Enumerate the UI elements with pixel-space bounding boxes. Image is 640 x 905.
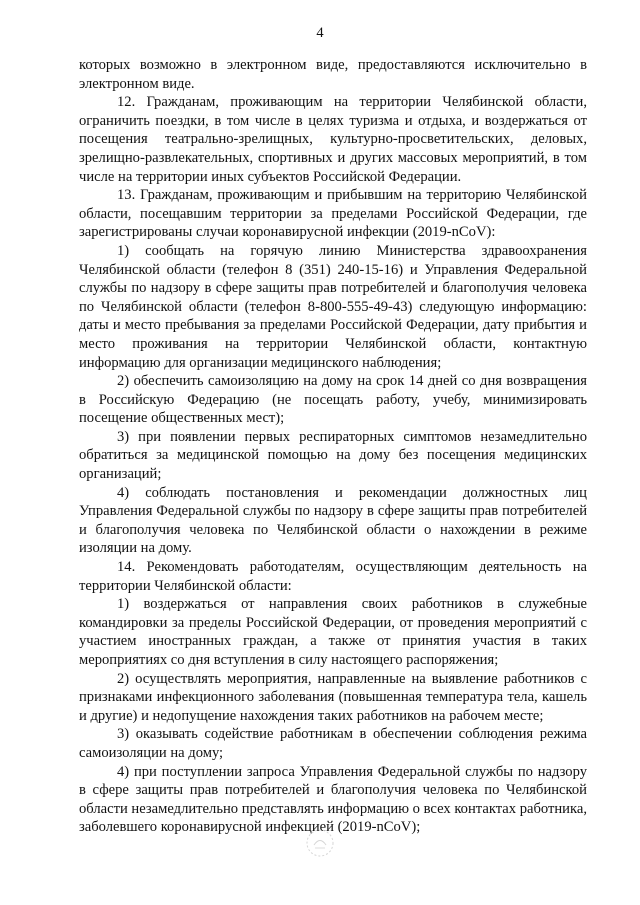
faint-stamp-mark: [300, 826, 340, 866]
paragraph-14-item-1: 1) воздержаться от направления своих работников в служебные командировки за пределы Российской Федерации, от проведения мероприятий с участием иностранных граждан, а также от принятия участия в таких мероприятиях со дня вступления в силу настоящего распоряжения;: [79, 596, 587, 668]
document-body: [79, 56, 587, 837]
paragraph-14-item-3: 3) оказывать содействие работникам в обеспечении соблюдения режима самоизоляции на дому;: [79, 726, 587, 761]
stamp-icon: [303, 826, 337, 860]
paragraph-13-item-3: 3) при появлении первых респираторных симптомов незамедлительно обратиться за медицинской помощью на дому без посещения медицинских организаций;: [79, 428, 587, 483]
paragraph-13-item-4: 4) соблюдать постановления и рекомендации должностных лиц Управления Федеральной службы по надзору в сфере защиты прав потребителей и благополучия человека по Челябинской области о нахождении в режиме изоляции на дому.: [79, 484, 587, 557]
paragraph-13-item-1: 1) сообщать на горячую линию Министерства здравоохранения Челябинской области (телефон 8 (351) 240-15-16) и Управления Федеральной службы по надзору в сфере защиты прав потребителей и благополучия человека по Челябинской области (телефон 8-800-555-49-43) следующую информацию: даты и место пребывания за пределами Российской Федерации, дату прибытия и место проживания на территории Челябинской области, контактную информацию для организации медицинского наблюдения;: [79, 242, 587, 371]
paragraph-12: 12. Гражданам, проживающим на территории Челябинской области, ограничить поездки, в том числе в целях туризма и отдыха, и воздержаться от посещения театрально-зрелищных, культурно-просветительских, деловых, зрелищно-развлекательных, спортивных и других массовых мероприятий, в том числе на территории иных субъектов Российской Федерации.: [79, 94, 587, 185]
paragraph-continuation: которых возможно в электронном виде, предоставляются исключительно в электронном виде.: [79, 57, 587, 92]
paragraph-14-item-2: 2) осуществлять мероприятия, направленные на выявление работников с признаками инфекционного заболевания (повышенная температура тела, кашель и другие) и недопущение нахождения таких работников на рабочем месте;: [79, 670, 587, 724]
page-number: 4: [316, 25, 324, 41]
paragraph-14-item-4: 4) при поступлении запроса Управления Федеральной службы по надзору в сфере защиты прав потребителей и благополучия человека по Челябинской области незамедлительно представлять информацию о всех контактах работника, заболевшего коронавирусной инфекцией (2019-nCoV);: [79, 763, 587, 836]
paragraph-13-item-2: 2) обеспечить самоизоляцию на дому на срок 14 дней со дня возвращения в Российскую Федерацию (не посещать работу, учебу, минимизировать посещение общественных мест);: [79, 373, 587, 427]
paragraph-13: 13. Гражданам, проживающим и прибывшим на территорию Челябинской области, посещавшим территории за пределами Российской Федерации, где зарегистрированы случаи коронавирусной инфекции (2019-nCoV):: [79, 187, 587, 241]
paragraph-14: 14. Рекомендовать работодателям, осуществляющим деятельность на территории Челябинской области:: [79, 559, 587, 594]
